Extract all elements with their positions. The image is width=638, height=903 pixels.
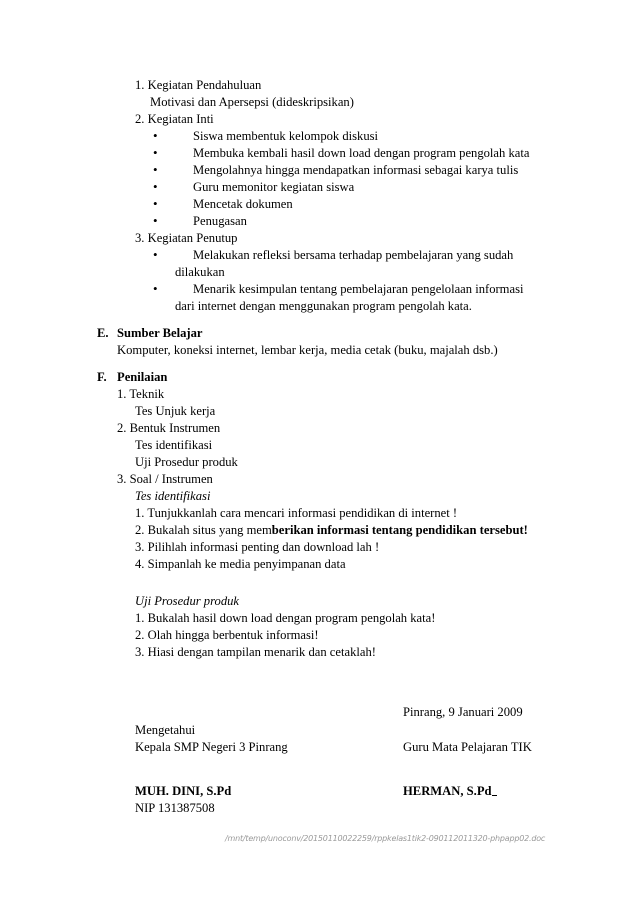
- prosedur-item-3: 3. Hiasi dengan tampilan menarik dan cetaklah!: [135, 645, 376, 659]
- bullet-icon: •: [153, 213, 158, 228]
- bentuk-instrumen-title: 2. Bentuk Instrumen: [117, 421, 221, 435]
- left-signatory-name: MUH. DINI, S.Pd: [135, 784, 232, 798]
- list-item: Mengolahnya hingga mendapatkan informasi sebagai karya tulis: [193, 163, 519, 177]
- prosedur-item-2: 2. Olah hingga berbentuk informasi!: [135, 628, 319, 642]
- question-2-normal-text: 2. Bukalah situs yang mem: [135, 523, 272, 537]
- section-letter-f: F.: [97, 370, 107, 384]
- list-item: Mencetak dokumen: [193, 197, 293, 211]
- question-2-bold-text: berikan informasi tentang pendidikan tersebut!: [271, 523, 528, 537]
- right-signatory-name-text: HERMAN, S.Pd: [403, 784, 492, 798]
- right-signatory-title: Guru Mata Pelajaran TIK: [403, 740, 532, 754]
- bullet-icon: •: [153, 196, 158, 211]
- list-item: Guru memonitor kegiatan siswa: [193, 180, 355, 194]
- underline-mark: [492, 783, 497, 796]
- uji-prosedur-heading: Uji Prosedur produk: [135, 594, 240, 608]
- penilaian-heading: Penilaian: [117, 370, 168, 384]
- list-item-line2: dari internet dengan menggunakan program pengolah kata.: [175, 299, 472, 313]
- bullet-icon: •: [153, 145, 158, 160]
- list-item-line1: Melakukan refleksi bersama terhadap pembelajaran yang sudah: [193, 248, 514, 262]
- identifikasi-question-1: 1. Tunjukkanlah cara mencari informasi pendidikan di internet !: [135, 506, 458, 520]
- kegiatan-inti-title: 2. Kegiatan Inti: [135, 112, 214, 126]
- bullet-icon: •: [153, 281, 158, 296]
- kegiatan-pendahuluan-title: 1. Kegiatan Pendahuluan: [135, 78, 262, 92]
- list-item: Penugasan: [193, 214, 247, 228]
- tes-identifikasi-heading: Tes identifikasi: [135, 489, 211, 503]
- list-item: Siswa membentuk kelompok diskusi: [193, 129, 379, 143]
- document-path-footer: /mnt/temp/unoconv/20150110022259/rppkelas1tik2-090112011320-phpapp02.doc: [225, 834, 546, 843]
- list-item-line2: dilakukan: [175, 265, 225, 279]
- list-item-line1: Menarik kesimpulan tentang pembelajaran pengelolaan informasi: [193, 282, 524, 296]
- section-letter-e: E.: [97, 326, 109, 340]
- place-date: Pinrang, 9 Januari 2009: [403, 705, 523, 719]
- identifikasi-question-2: [135, 522, 528, 538]
- sumber-belajar-heading: Sumber Belajar: [117, 326, 203, 340]
- left-signatory-title: Kepala SMP Negeri 3 Pinrang: [135, 740, 288, 754]
- sumber-belajar-text: Komputer, koneksi internet, lembar kerja, media cetak (buku, majalah dsb.): [117, 343, 498, 357]
- identifikasi-question-4: 4. Simpanlah ke media penyimpanan data: [135, 557, 346, 571]
- kegiatan-penutup-title: 3. Kegiatan Penutup: [135, 231, 238, 245]
- bullet-icon: •: [153, 247, 158, 262]
- identifikasi-question-3: 3. Pilihlah informasi penting dan download lah !: [135, 540, 380, 554]
- bentuk-instrumen-item: Tes identifikasi: [135, 438, 213, 452]
- bullet-icon: •: [153, 128, 158, 143]
- bullet-icon: •: [153, 162, 158, 177]
- mengetahui-label: Mengetahui: [135, 723, 196, 737]
- list-item: Membuka kembali hasil down load dengan program pengolah kata: [193, 146, 530, 160]
- bentuk-instrumen-item: Uji Prosedur produk: [135, 455, 238, 469]
- bullet-icon: •: [153, 179, 158, 194]
- soal-instrumen-title: 3. Soal / Instrumen: [117, 472, 213, 486]
- teknik-title: 1. Teknik: [117, 387, 165, 401]
- teknik-item: Tes Unjuk kerja: [135, 404, 216, 418]
- left-signatory-nip: NIP 131387508: [135, 801, 215, 815]
- prosedur-item-1: 1. Bukalah hasil down load dengan program pengolah kata!: [135, 611, 436, 625]
- right-signatory-name: [403, 783, 497, 799]
- kegiatan-pendahuluan-text: Motivasi dan Apersepsi (dideskripsikan): [150, 95, 354, 109]
